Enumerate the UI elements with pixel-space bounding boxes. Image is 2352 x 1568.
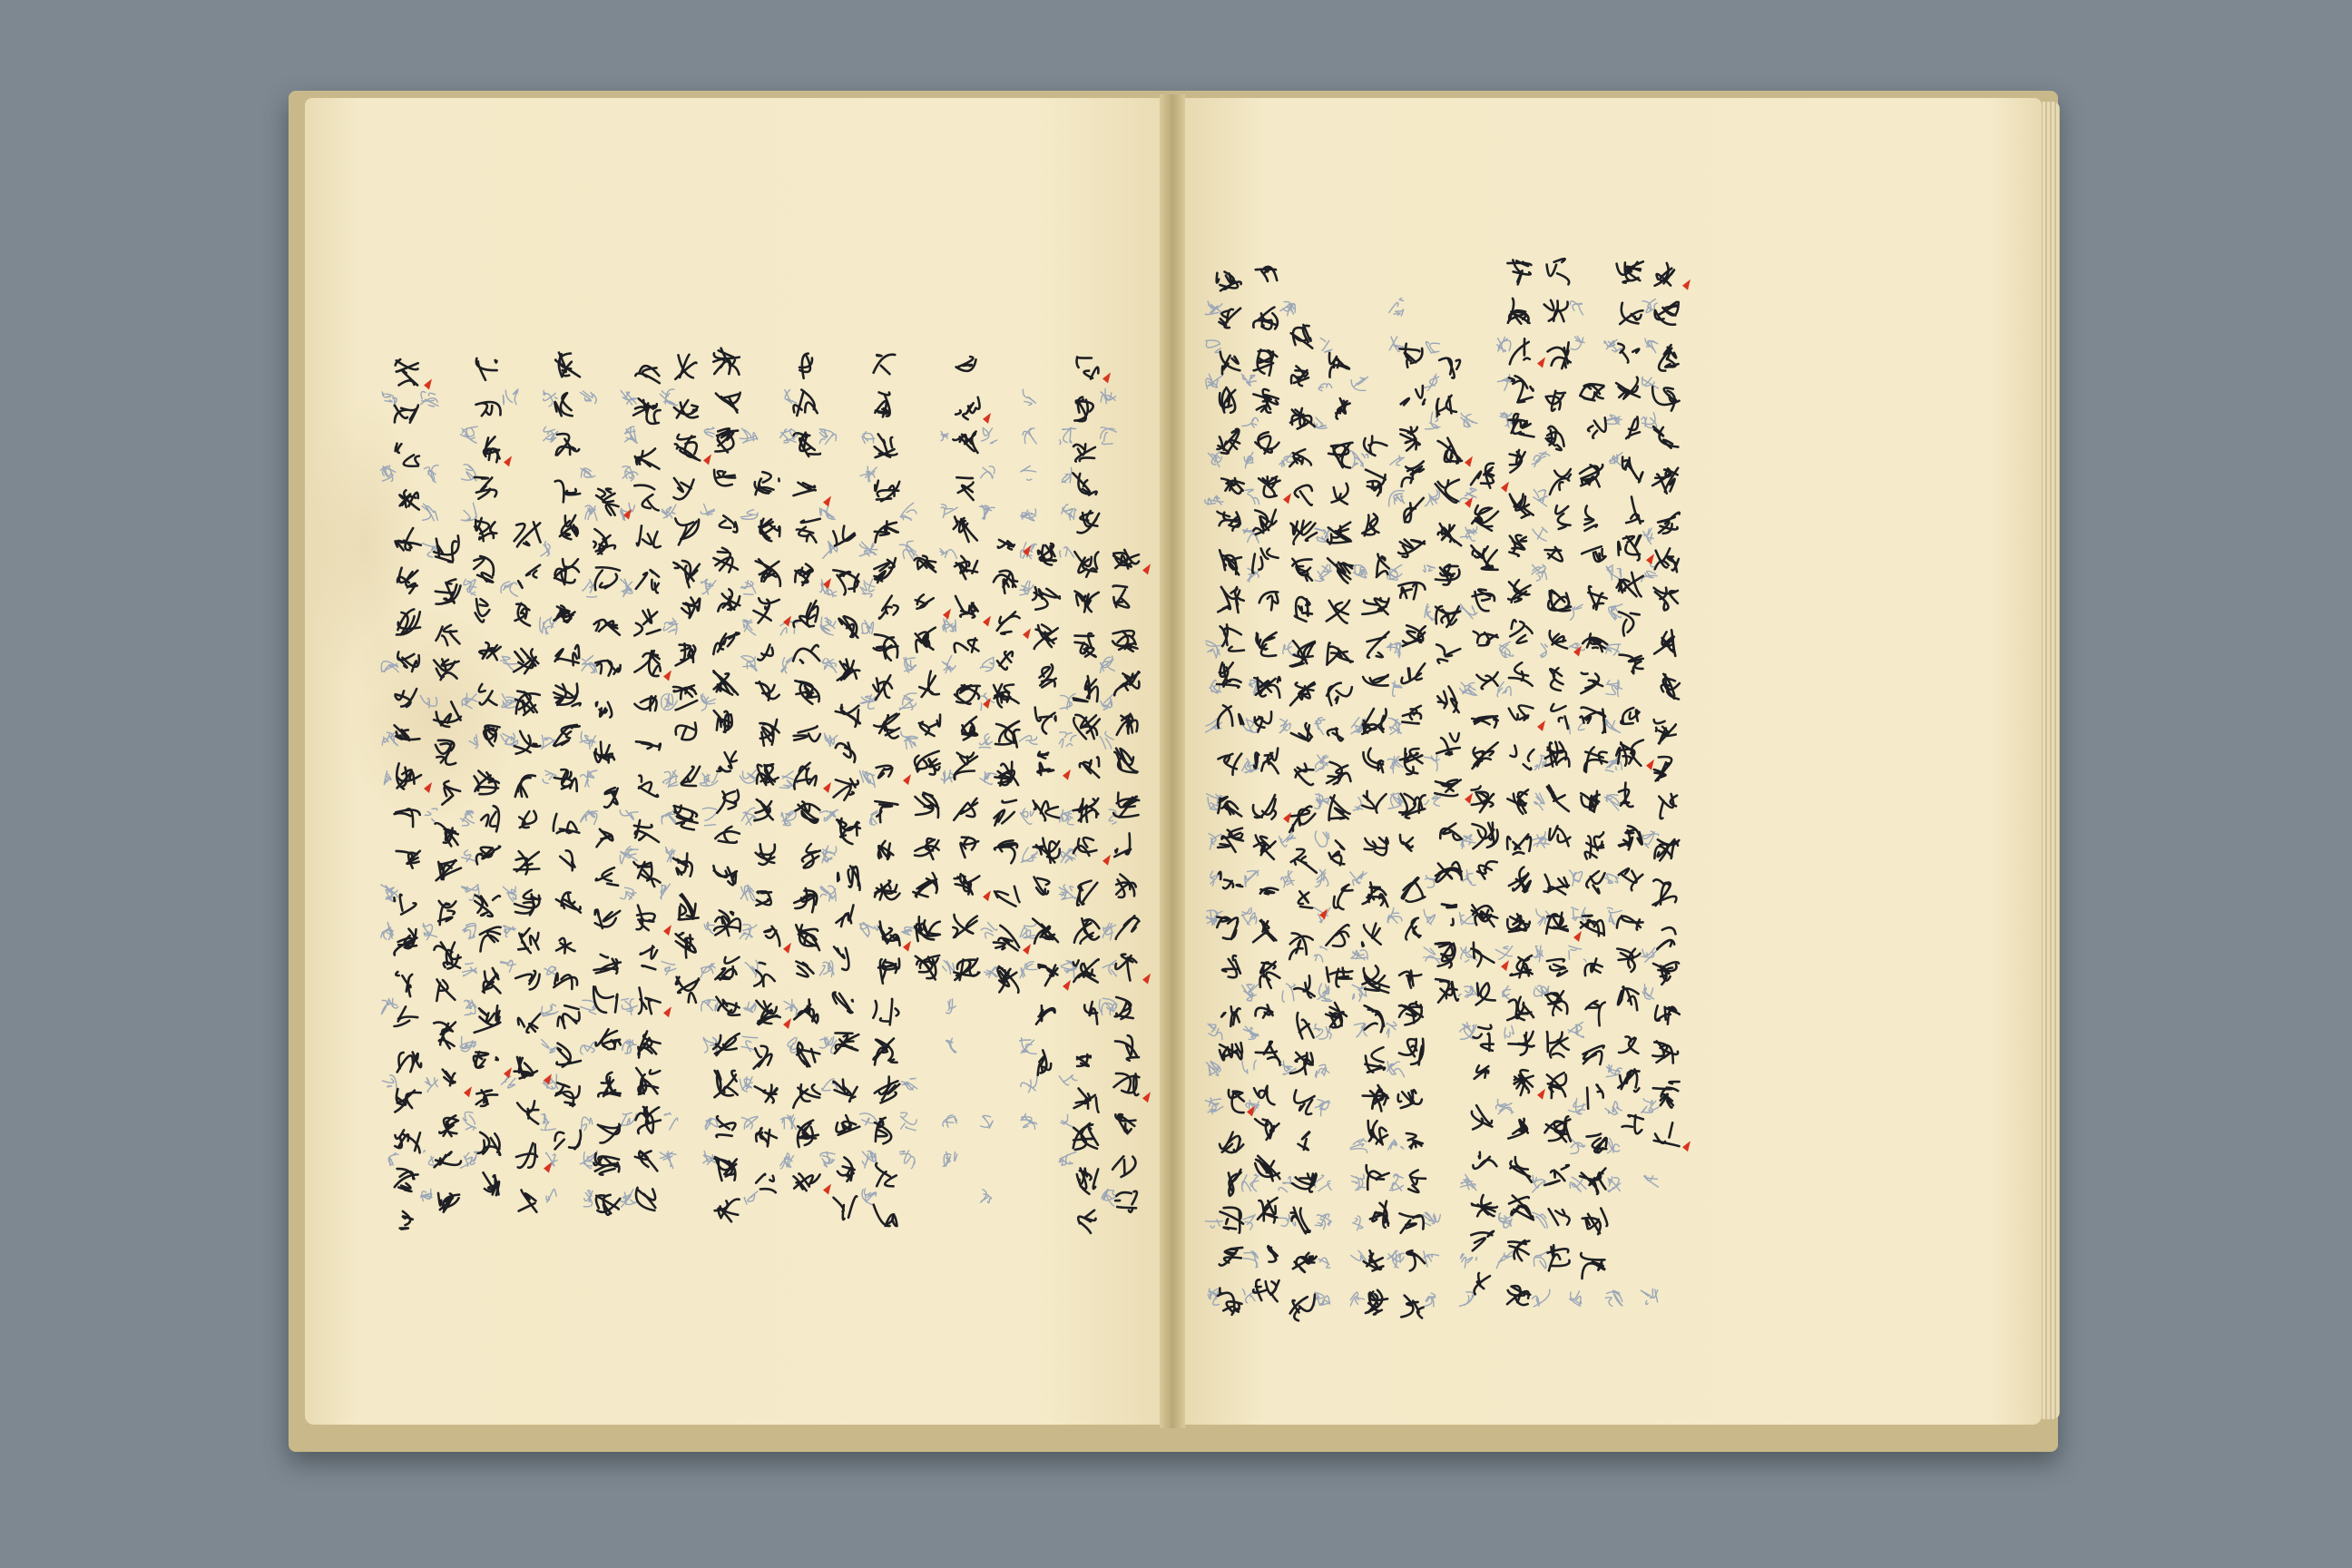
- right-page-handwriting: [1176, 98, 2042, 1425]
- left-page: [305, 98, 1167, 1425]
- right-page: [1176, 98, 2042, 1425]
- book-gutter: [1160, 94, 1185, 1428]
- left-page-handwriting: [305, 98, 1167, 1425]
